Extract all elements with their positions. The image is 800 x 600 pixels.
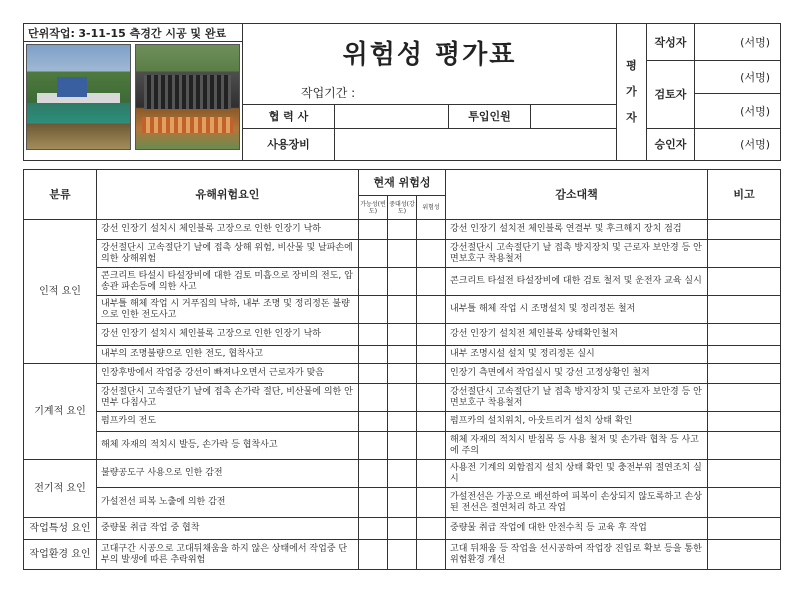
- likelihood-cell: [359, 488, 388, 518]
- hazard-cell: 불량공도구 사용으로 인한 감전: [97, 460, 359, 488]
- reviewer-sign-2: (서명): [695, 93, 781, 128]
- remark-cell: [708, 324, 781, 346]
- col-severity: 중대성(강도): [388, 196, 417, 220]
- equipment-value: [335, 128, 617, 161]
- remark-cell: [708, 460, 781, 488]
- col-risk: 위험성: [417, 196, 446, 220]
- table-row: [24, 268, 781, 296]
- likelihood-cell: [359, 384, 388, 412]
- risk-cell: [417, 432, 446, 460]
- risk-cell: [417, 240, 446, 268]
- countermeasure-cell: 펌프카의 설치위치, 아웃트리거 설치 상태 확인: [446, 412, 708, 432]
- remark-cell: [708, 412, 781, 432]
- countermeasure-cell: 중량물 취급 작업에 대한 안전수칙 등 교육 후 작업: [446, 518, 708, 540]
- col-countermeasure: 감소대책: [446, 170, 708, 220]
- evaluator-label: 평 가 자: [617, 24, 647, 161]
- site-photo-1: [26, 44, 131, 150]
- severity-cell: [388, 220, 417, 240]
- risk-cell: [417, 384, 446, 412]
- page-title: 위험성 평가표: [342, 40, 517, 70]
- hazard-cell: 중량물 취급 작업 중 협착: [97, 518, 359, 540]
- severity-cell: [388, 384, 417, 412]
- contractor-value: [335, 104, 449, 128]
- remark-cell: [708, 540, 781, 570]
- unit-work-value: 3-11-15 측경간 시공 및 완료: [78, 26, 227, 40]
- severity-cell: [388, 518, 417, 540]
- photo-cell: [24, 42, 243, 161]
- hazard-cell: 내부의 조명불량으로 인한 전도, 협착사고: [97, 346, 359, 364]
- table-row: [24, 412, 781, 432]
- remark-cell: [708, 432, 781, 460]
- category-cell: 작업환경 요인: [24, 540, 97, 570]
- reviewer-label: 검토자: [647, 61, 695, 128]
- countermeasure-cell: 내부틀 해체 작업 시 조명설치 및 정리정돈 철저: [446, 296, 708, 324]
- likelihood-cell: [359, 364, 388, 384]
- likelihood-cell: [359, 460, 388, 488]
- header-table: [23, 23, 781, 161]
- approver-label: 승인자: [647, 128, 695, 161]
- risk-cell: [417, 540, 446, 570]
- likelihood-cell: [359, 518, 388, 540]
- reviewer-sign-1: (서명): [695, 61, 781, 93]
- remark-cell: [708, 220, 781, 240]
- severity-cell: [388, 364, 417, 384]
- remark-cell: [708, 364, 781, 384]
- severity-cell: [388, 540, 417, 570]
- severity-cell: [388, 324, 417, 346]
- countermeasure-cell: 강선절단시 고속절단기 날 접촉 방지장치 및 근로자 보안경 등 안면보호구 착용철저: [446, 240, 708, 268]
- table-row: [24, 324, 781, 346]
- equipment-label: 사용장비: [243, 128, 335, 161]
- personnel-value: [531, 104, 617, 128]
- unit-work-label: 단위작업:: [28, 26, 75, 40]
- risk-cell: [417, 364, 446, 384]
- severity-cell: [388, 460, 417, 488]
- severity-cell: [388, 296, 417, 324]
- severity-cell: [388, 432, 417, 460]
- remark-cell: [708, 488, 781, 518]
- table-row: [24, 540, 781, 570]
- hazard-cell: 강선 인장기 설치시 체인블록 고장으로 인한 인장기 낙하: [97, 324, 359, 346]
- risk-table: [23, 169, 781, 570]
- likelihood-cell: [359, 268, 388, 296]
- hazard-cell: 강선 인장기 설치시 체인블록 고장으로 인한 인장기 낙하: [97, 220, 359, 240]
- likelihood-cell: [359, 324, 388, 346]
- risk-cell: [417, 220, 446, 240]
- col-likelihood: 가능성(빈도): [359, 196, 388, 220]
- table-row: [24, 296, 781, 324]
- hazard-cell: 강선절단시 고속절단기 날에 접촉 상해 위험, 비산물 및 날파손에 의한 상해위험: [97, 240, 359, 268]
- site-photo-2: [135, 44, 240, 150]
- countermeasure-cell: 인장기 측면에서 작업실시 및 강선 고정상황인 철저: [446, 364, 708, 384]
- col-category: 분류: [24, 170, 97, 220]
- likelihood-cell: [359, 346, 388, 364]
- risk-cell: [417, 412, 446, 432]
- hazard-cell: 해체 자재의 적치시 발등, 손가락 등 협착사고: [97, 432, 359, 460]
- remark-cell: [708, 296, 781, 324]
- table-row: [24, 432, 781, 460]
- risk-cell: [417, 324, 446, 346]
- countermeasure-cell: 콘크리트 타설전 타설장비에 대한 검토 철저 및 운전자 교육 실시: [446, 268, 708, 296]
- author-sign: (서명): [695, 24, 781, 61]
- table-row: [24, 460, 781, 488]
- risk-cell: [417, 518, 446, 540]
- hazard-cell: 가설전선 피복 노출에 의한 감전: [97, 488, 359, 518]
- countermeasure-cell: 사용전 기계의 외함접지 설치 상태 확인 및 충전부위 절연조치 실시: [446, 460, 708, 488]
- remark-cell: [708, 346, 781, 364]
- col-remark: 비고: [708, 170, 781, 220]
- contractor-label: 협 력 사: [243, 104, 335, 128]
- countermeasure-cell: 해체 자재의 적치시 받침목 등 사용 철저 및 손가락 협착 등 사고에 주의: [446, 432, 708, 460]
- category-cell: 전기적 요인: [24, 460, 97, 518]
- hazard-cell: 내부틀 해체 작업 시 거푸집의 낙하, 내부 조명 및 정리정돈 불량으로 인한 전도사고: [97, 296, 359, 324]
- personnel-label: 투입인원: [449, 104, 531, 128]
- risk-cell: [417, 296, 446, 324]
- approver-sign: (서명): [695, 128, 781, 161]
- col-hazard: 유해위험요인: [97, 170, 359, 220]
- risk-cell: [417, 488, 446, 518]
- severity-cell: [388, 412, 417, 432]
- category-cell: 기계적 요인: [24, 364, 97, 460]
- countermeasure-cell: 강선 인장기 설치전 체인블록 연결부 및 후크해지 장치 점검: [446, 220, 708, 240]
- remark-cell: [708, 240, 781, 268]
- table-row: [24, 240, 781, 268]
- hazard-cell: 강선절단시 고속절단기 날에 접촉 손가락 절단, 비산물에 의한 안면부 다침사고: [97, 384, 359, 412]
- likelihood-cell: [359, 220, 388, 240]
- col-current-risk: 현재 위험성: [359, 170, 446, 196]
- remark-cell: [708, 268, 781, 296]
- hazard-cell: 인장후방에서 작업중 강선이 빠져나오면서 근로자가 맞음: [97, 364, 359, 384]
- table-row: [24, 364, 781, 384]
- work-period-label: 작업기간 :: [301, 86, 356, 100]
- category-cell: 인적 요인: [24, 220, 97, 364]
- countermeasure-cell: 내부 조명시설 설치 및 정리정돈 실시: [446, 346, 708, 364]
- countermeasure-cell: 강선절단시 고속절단기 날 접촉 방지장치 및 근로자 보안경 등 안면보호구 착용철저: [446, 384, 708, 412]
- likelihood-cell: [359, 240, 388, 268]
- severity-cell: [388, 240, 417, 268]
- risk-cell: [417, 346, 446, 364]
- severity-cell: [388, 268, 417, 296]
- likelihood-cell: [359, 296, 388, 324]
- countermeasure-cell: 강선 인장기 설치전 체인블록 상태확인철저: [446, 324, 708, 346]
- unit-work: [24, 24, 243, 42]
- countermeasure-cell: 가설전선은 가공으로 배선하여 피복이 손상되지 않도록하고 손상된 전선은 절연처리 하고 작업: [446, 488, 708, 518]
- table-row: [24, 220, 781, 240]
- table-row: [24, 384, 781, 412]
- remark-cell: [708, 518, 781, 540]
- risk-cell: [417, 268, 446, 296]
- hazard-cell: 콘크리트 타설시 타설장비에 대한 검토 미흡으로 장비의 전도, 압송관 파손등에 의한 사고: [97, 268, 359, 296]
- table-row: [24, 346, 781, 364]
- countermeasure-cell: 고대 뒤채움 등 작업을 선시공하여 작업장 진입로 확보 등을 통한 위험환경 개선: [446, 540, 708, 570]
- likelihood-cell: [359, 540, 388, 570]
- table-row: [24, 488, 781, 518]
- severity-cell: [388, 346, 417, 364]
- hazard-cell: 펌프카의 전도: [97, 412, 359, 432]
- category-cell: 작업특성 요인: [24, 518, 97, 540]
- hazard-cell: 고대구간 시공으로 고대뒤채움을 하지 않은 상태에서 작업중 단부의 발생에 따른 추락위험: [97, 540, 359, 570]
- author-label: 작성자: [647, 24, 695, 61]
- likelihood-cell: [359, 432, 388, 460]
- remark-cell: [708, 384, 781, 412]
- table-row: [24, 518, 781, 540]
- risk-cell: [417, 460, 446, 488]
- severity-cell: [388, 488, 417, 518]
- title-cell: [243, 24, 617, 105]
- likelihood-cell: [359, 412, 388, 432]
